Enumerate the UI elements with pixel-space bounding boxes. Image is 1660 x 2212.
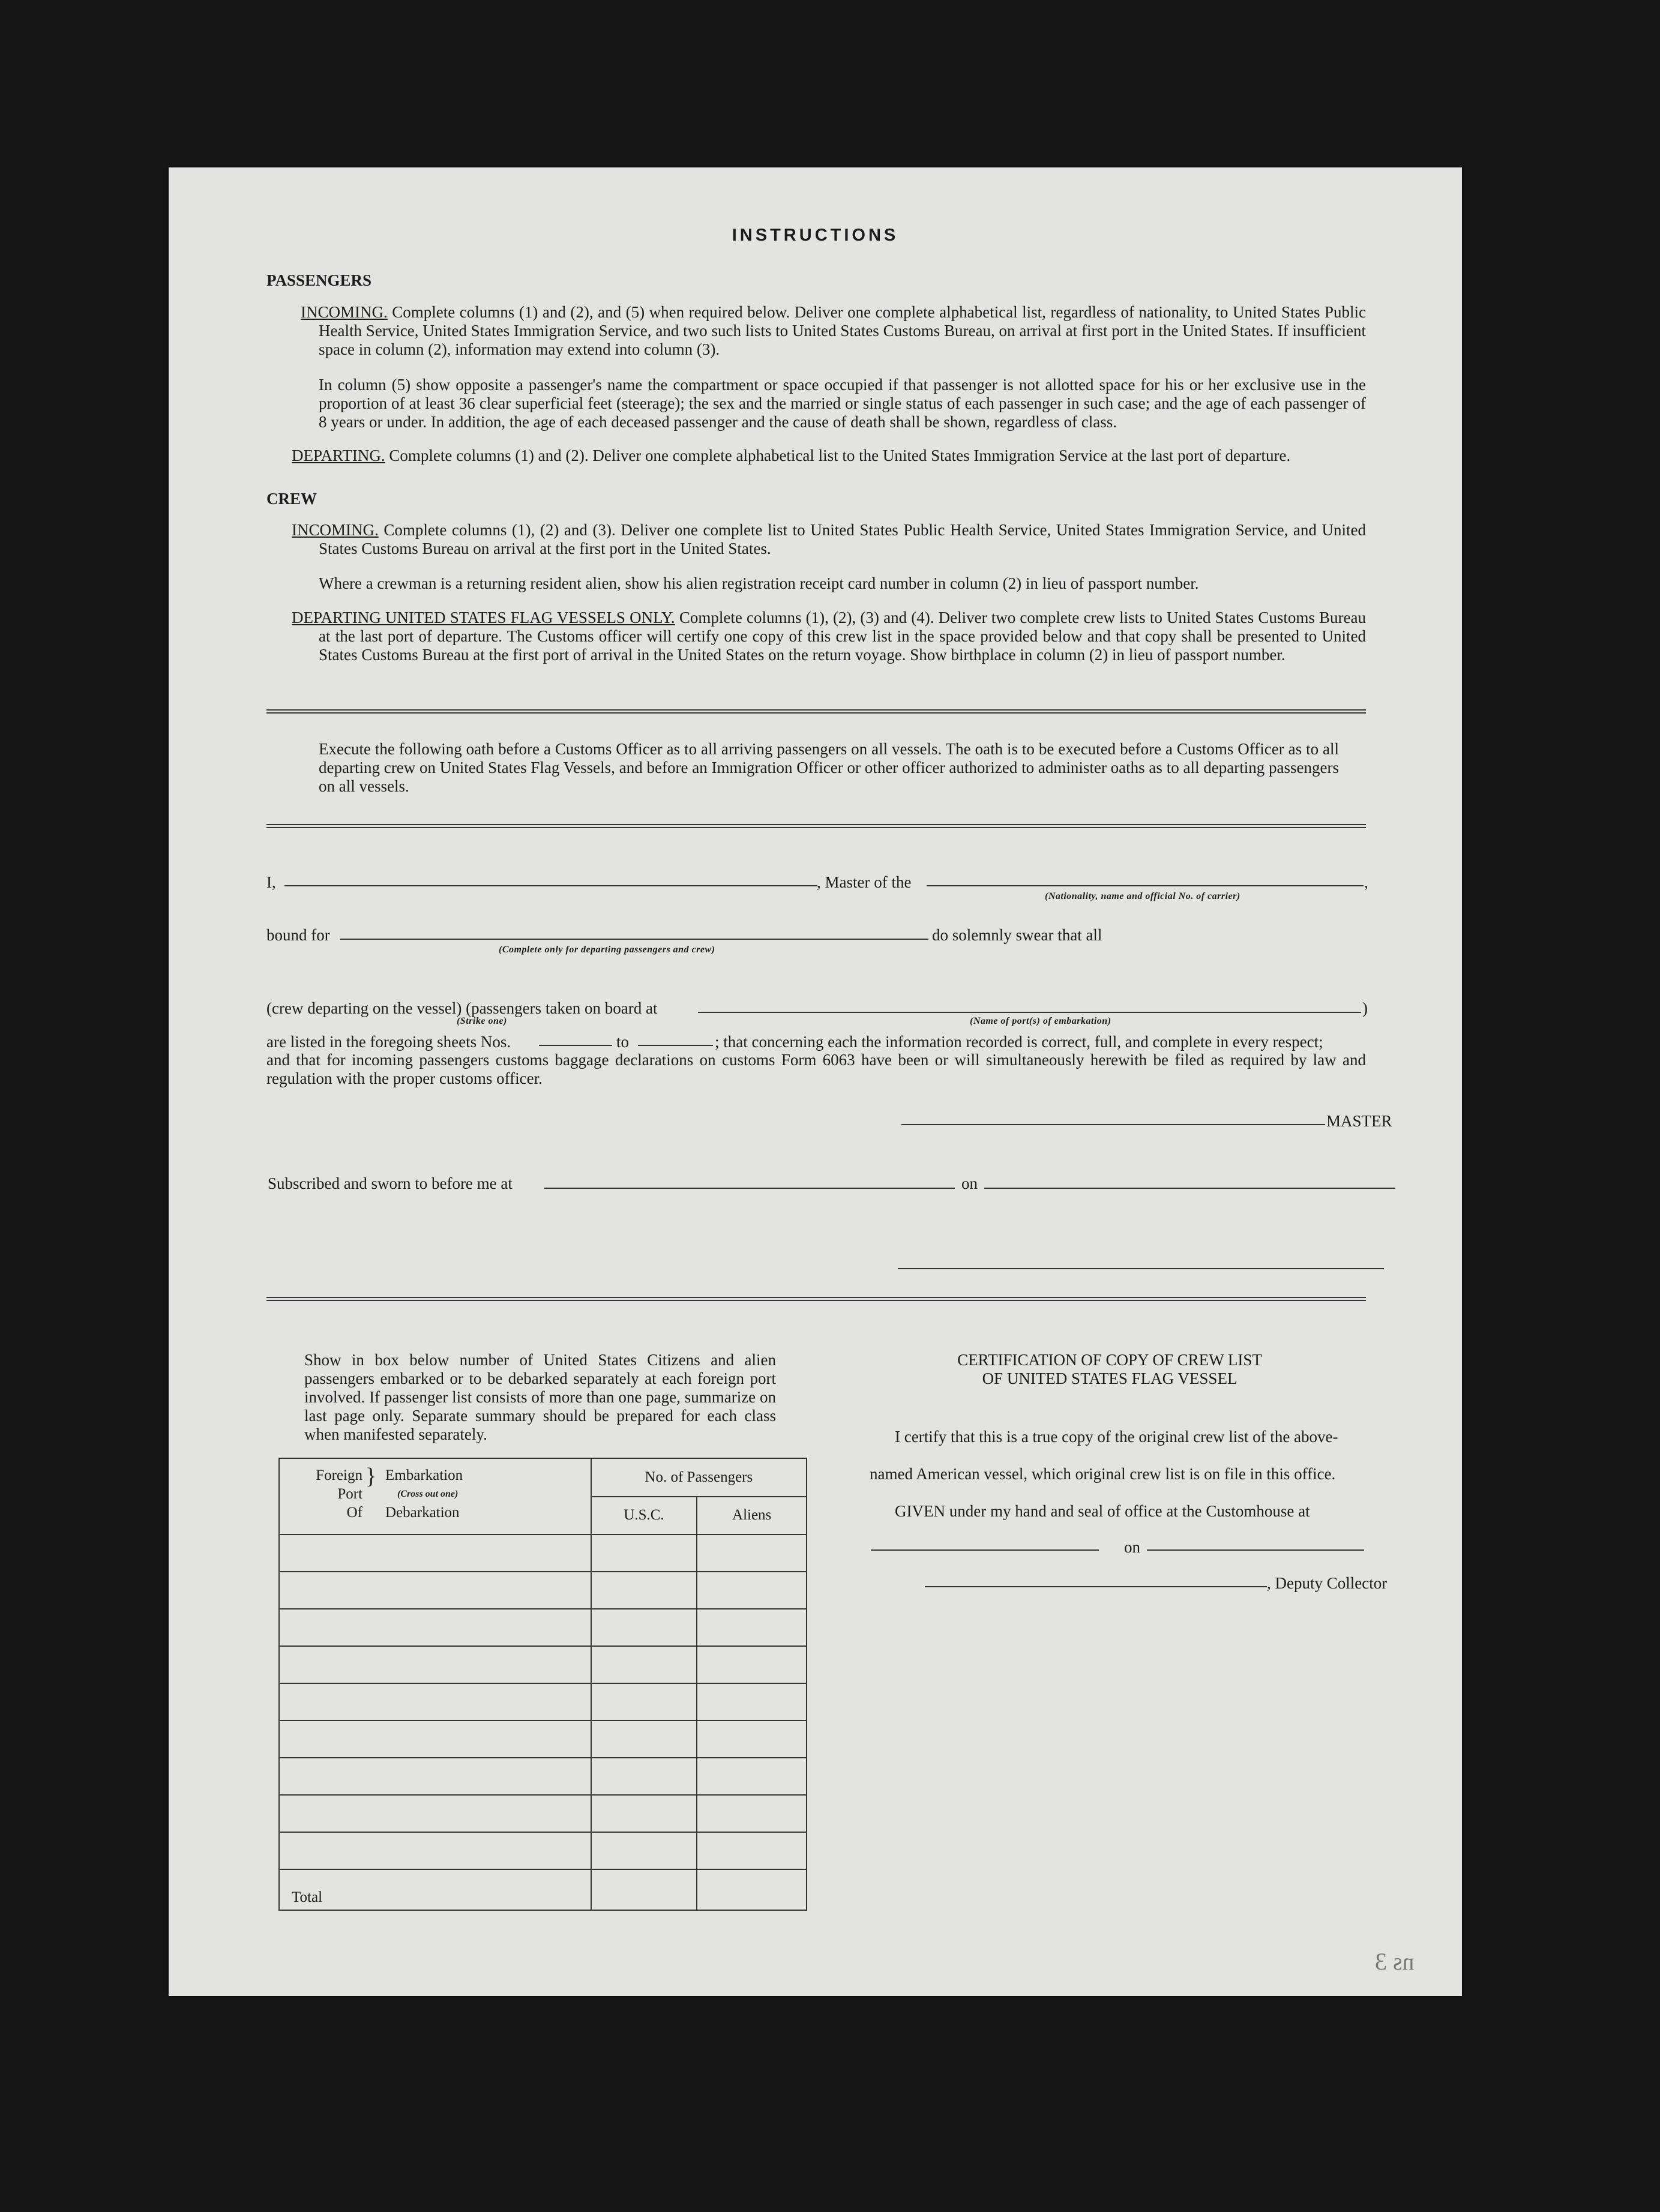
aliens-cell[interactable] — [697, 1534, 807, 1572]
comma-label: , — [1364, 873, 1368, 891]
certification-title-1: CERTIFICATION OF COPY OF CREW LIST — [957, 1351, 1262, 1369]
swear-label: do solemnly swear that all — [932, 926, 1102, 944]
aliens-cell[interactable] — [697, 1795, 807, 1832]
bound-for-label: bound for — [266, 926, 330, 944]
brace-icon: } — [365, 1464, 377, 1489]
passenger-summary-table — [278, 1458, 807, 1911]
deputy-collector-label: , Deputy Collector — [1267, 1574, 1388, 1592]
subscribed-label: Subscribed and sworn to before me at — [268, 1174, 513, 1192]
table-row — [279, 1683, 807, 1721]
divider — [266, 709, 1366, 714]
crew-incoming — [292, 521, 1367, 558]
listed-cont: ; that concerning each the information recorded is correct, full, and complete in every respect; — [715, 1033, 1323, 1051]
bound-for-caption: (Complete only for departing passengers and crew) — [499, 945, 715, 955]
port-cell[interactable] — [279, 1646, 591, 1683]
aliens-cell[interactable] — [697, 1572, 807, 1609]
usc-total-cell[interactable] — [591, 1869, 697, 1910]
oath-i-label: I, — [266, 873, 276, 891]
bound-for-field[interactable] — [340, 939, 928, 940]
aliens-total-cell[interactable] — [697, 1869, 807, 1910]
crew-departing-text: Complete columns (1), (2), (3) and (4). Deliver two complete crew lists to United States Customs Bureau at the last port of departure. The Customs officer will certify one copy of this crew list in the space provided below and that copy shall be presented to United States Customs Bureau at the first port of arrival in the United States on the return voyage. Show birthplace in column (2) in lieu of passport number. — [319, 609, 1366, 664]
crew-incoming-text: Complete columns (1), (2) and (3). Deliver one complete list to United States Public Health Service, United States Immigration Service, and United States Customs Bureau on arrival at the first port in the United States. — [319, 521, 1367, 558]
close-paren: ) — [1362, 999, 1368, 1017]
listed-label: are listed in the foregoing sheets Nos. — [266, 1033, 511, 1051]
aliens-cell[interactable] — [697, 1758, 807, 1795]
port-label: Port — [337, 1486, 362, 1502]
port-cell[interactable] — [279, 1534, 591, 1572]
certification-on-label: on — [1124, 1538, 1140, 1556]
passengers-column5-text: In column (5) show opposite a passenger's name the compartment or space occupied if that passenger is not allotted space for his or her exclusive use in the proportion of at least 36 clear superficial feet (steerage); the sex and the married or single status of each passenger in such case; and the age of each passenger of 8 years or under. In addition, the age of each deceased passenger and the cause of death shall be shown, regardless of class. — [319, 376, 1366, 431]
port-caption: (Name of port(s) of embarkation) — [970, 1016, 1111, 1026]
aliens-cell[interactable] — [697, 1646, 807, 1683]
passengers-departing-text: Complete columns (1) and (2). Deliver one complete alphabetical list to the United States Immigration Service at the last port of departure. — [389, 446, 1291, 464]
passengers-departing-label: DEPARTING. — [292, 446, 385, 464]
usc-cell[interactable] — [591, 1795, 697, 1832]
total-label: Total — [279, 1869, 591, 1910]
usc-cell[interactable] — [591, 1721, 697, 1758]
strike-one-caption: (Strike one) — [457, 1016, 507, 1026]
port-cell[interactable] — [279, 1795, 591, 1832]
usc-cell[interactable] — [591, 1758, 697, 1795]
embarkation-port-field[interactable] — [698, 1012, 1361, 1013]
page-title: INSTRUCTIONS — [732, 226, 899, 245]
form-page — [169, 167, 1462, 1996]
crew-departing — [292, 609, 1366, 664]
port-cell[interactable] — [279, 1572, 591, 1609]
passengers-heading: PASSENGERS — [266, 271, 372, 289]
aliens-cell[interactable] — [697, 1721, 807, 1758]
oath-instructions: Execute the following oath before a Customs Officer as to all arriving passengers on all vessels. The oath is to be executed before a Customs Officer as to all departing crew on United States Flag Vessels, and before an Immigration Officer or other officer authorized to administer oaths as to all departing passengers on all vessels. — [319, 740, 1339, 795]
master-label: MASTER — [1326, 1112, 1392, 1130]
officer-signature-field[interactable] — [898, 1268, 1384, 1269]
table-row — [279, 1572, 807, 1609]
passengers-departing — [292, 446, 1366, 465]
certification-body-1: I certify that this is a true copy of the original crew list of the above- — [895, 1428, 1338, 1446]
port-cell[interactable] — [279, 1721, 591, 1758]
table-row — [279, 1721, 807, 1758]
summary-instructions: Show in box below number of United States Citizens and alien passengers embarked or to be debarked separately at each foreign port involved. If passenger list consists of more than one page, summarize on last page only. Separate summary should be prepared for each class when manifested separately. — [304, 1351, 776, 1443]
usc-cell[interactable] — [591, 1572, 697, 1609]
crew-heading: CREW — [266, 490, 317, 508]
given-label: GIVEN under my hand and seal of office at the Customhouse at — [895, 1502, 1310, 1520]
embarkation-label: Embarkation — [385, 1467, 463, 1483]
certification-date-field[interactable] — [1147, 1549, 1364, 1551]
port-cell[interactable] — [279, 1683, 591, 1721]
passengers-incoming-label: INCOMING. — [301, 303, 388, 321]
stamp-mark: ns 3 — [1375, 1948, 1415, 1975]
divider — [266, 1297, 1366, 1301]
to-label: to — [616, 1033, 630, 1051]
aliens-cell[interactable] — [697, 1832, 807, 1869]
listed-rest: and that for incoming passengers customs baggage declarations on customs Form 6063 have been or will simultaneously herewith be filed as required by law and regulation with the proper customs officer. — [266, 1051, 1366, 1087]
table-row — [279, 1832, 807, 1869]
of-label: Of — [346, 1504, 362, 1521]
debarkation-label: Debarkation — [385, 1504, 460, 1521]
table-header-port — [279, 1458, 591, 1534]
port-cell[interactable] — [279, 1609, 591, 1646]
usc-cell[interactable] — [591, 1609, 697, 1646]
carrier-field[interactable] — [927, 885, 1364, 886]
foreign-label: Foreign — [316, 1467, 362, 1483]
passengers-incoming — [301, 303, 1367, 359]
aliens-cell[interactable] — [697, 1609, 807, 1646]
certification-body-2: named American vessel, which original crew list is on file in this office. — [870, 1465, 1336, 1483]
sheet-from-field[interactable] — [539, 1045, 612, 1046]
crew-resident-text: Where a crewman is a returning resident alien, show his alien registration receipt card number in column (2) in lieu of passport number. — [319, 574, 1199, 592]
master-name-field[interactable] — [284, 885, 817, 886]
port-cell[interactable] — [279, 1758, 591, 1795]
total-row — [279, 1869, 807, 1910]
usc-cell[interactable] — [591, 1646, 697, 1683]
sworn-place-field[interactable] — [544, 1188, 955, 1189]
table-row — [279, 1758, 807, 1795]
deputy-signature-field[interactable] — [925, 1586, 1267, 1587]
port-cell[interactable] — [279, 1832, 591, 1869]
table-row — [279, 1609, 807, 1646]
usc-cell[interactable] — [591, 1683, 697, 1721]
table-row — [279, 1646, 807, 1683]
master-of-label: , Master of the — [817, 873, 912, 891]
sheet-to-field[interactable] — [638, 1045, 713, 1046]
cross-out-caption: (Cross out one) — [397, 1489, 459, 1499]
aliens-header: Aliens — [697, 1497, 807, 1535]
passengers-incoming-text: Complete columns (1) and (2), and (5) when required below. Deliver one complete alphabetical list, regardless of nationality, to United States Public Health Service, United States Immigration Service, and two such lists to United States Customs Bureau, on arrival at first port in the United States. If insufficient space in column (2), information may extend into column (3). — [319, 303, 1367, 358]
table-row — [279, 1795, 807, 1832]
aliens-cell[interactable] — [697, 1683, 807, 1721]
usc-cell[interactable] — [591, 1534, 697, 1572]
certification-title-2: OF UNITED STATES FLAG VESSEL — [982, 1369, 1237, 1387]
customhouse-field[interactable] — [871, 1549, 1099, 1551]
crew-departing-label: DEPARTING UNITED STATES FLAG VESSELS ONLY. — [292, 609, 675, 627]
crew-departing-label: (crew departing on the vessel) (passengers taken on board at — [266, 999, 658, 1017]
usc-header: U.S.C. — [591, 1497, 697, 1535]
table-row — [279, 1534, 807, 1572]
sworn-date-field[interactable] — [984, 1188, 1395, 1189]
divider — [266, 824, 1366, 828]
usc-cell[interactable] — [591, 1832, 697, 1869]
on-label: on — [961, 1174, 978, 1192]
no-of-passengers-header: No. of Passengers — [591, 1458, 807, 1497]
carrier-caption: (Nationality, name and official No. of carrier) — [1045, 891, 1240, 901]
crew-incoming-label: INCOMING. — [292, 521, 379, 539]
master-signature-field[interactable] — [901, 1124, 1325, 1125]
